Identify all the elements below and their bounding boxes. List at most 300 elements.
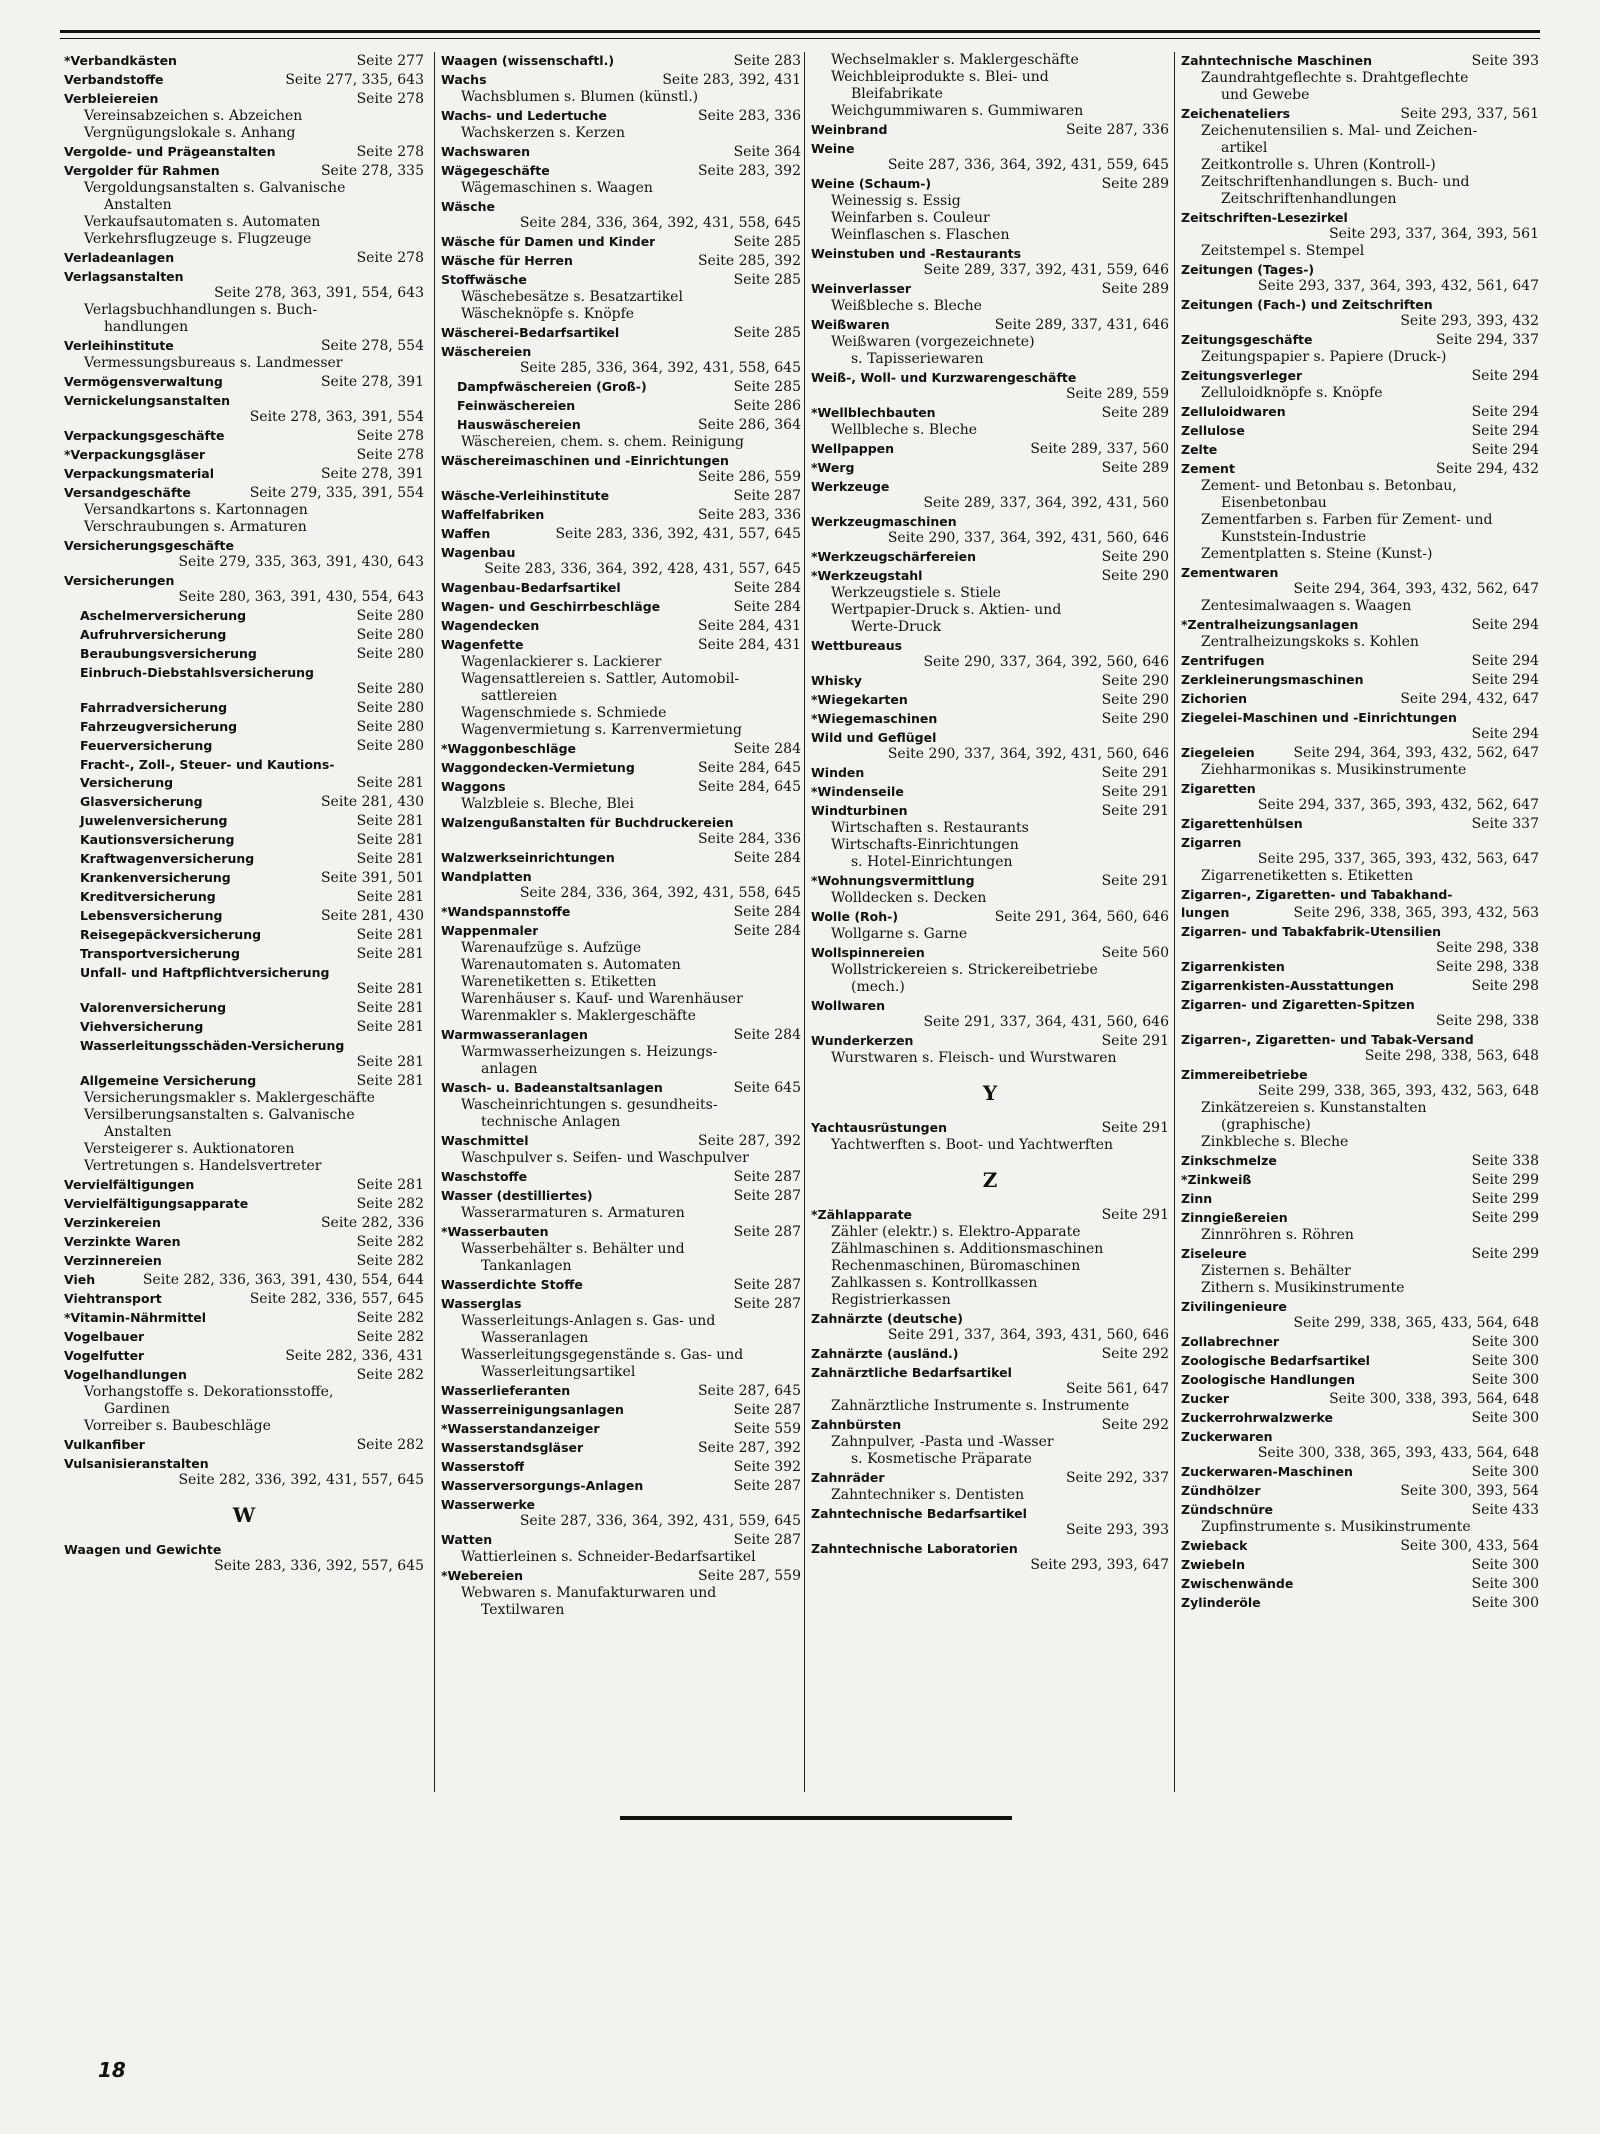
entry-term: Versicherungen xyxy=(64,573,175,588)
entry-header xyxy=(441,416,801,434)
entry-pages: Seite 299 xyxy=(1471,1191,1539,1207)
index-entry xyxy=(811,764,1169,782)
entry-term: Wäsche für Herren xyxy=(441,253,573,268)
entry-header xyxy=(64,249,424,267)
entry-term: Weiß-, Woll- und Kurzwarengeschäfte xyxy=(811,370,1077,385)
cross-reference: Webwaren s. Manufakturwaren und xyxy=(461,1585,717,1601)
index-entry xyxy=(441,378,801,396)
entry-term: Vogelfutter xyxy=(64,1348,145,1363)
index-entry xyxy=(64,162,424,248)
entry-header xyxy=(811,802,1169,820)
entry-pages: Seite 287 xyxy=(733,1402,801,1418)
entry-pages: Seite 281 xyxy=(356,946,424,962)
cross-reference: Wollstrickereien s. Strickereibetriebe xyxy=(831,962,1098,978)
entry-pages: Seite 283, 392, 431 xyxy=(662,72,801,88)
entry-term: Versandgeschäfte xyxy=(64,485,191,500)
index-entry xyxy=(64,1195,424,1213)
entry-term: Yachtausrüstungen xyxy=(811,1120,947,1135)
cross-reference: Verlagsbuchhandlungen s. Buch- xyxy=(84,302,318,318)
index-entry xyxy=(1181,209,1539,260)
entry-header xyxy=(1181,1501,1539,1519)
cross-reference: Weichgummiwaren s. Gummiwaren xyxy=(831,103,1084,119)
entry-term: Zahnärzte (deutsche) xyxy=(811,1311,963,1326)
index-entry xyxy=(1181,441,1539,459)
entry-term: Wasserglas xyxy=(441,1296,522,1311)
index-entry xyxy=(1181,1556,1539,1574)
entry-term: Zucker xyxy=(1181,1391,1229,1406)
index-entry xyxy=(64,484,424,536)
index-entry xyxy=(64,699,424,717)
entry-term: Feuerversicherung xyxy=(80,738,213,753)
cross-reference: Verkaufsautomaten s. Automaten xyxy=(84,214,321,230)
entry-pages: Seite 280 xyxy=(356,608,424,624)
entry-header xyxy=(811,440,1169,458)
index-entry xyxy=(64,537,424,571)
top-rule-thin xyxy=(60,38,1540,39)
index-entry xyxy=(1181,834,1539,885)
index-column-4 xyxy=(1174,52,1539,1792)
entry-term: Zigarettenhülsen xyxy=(1181,816,1303,831)
entry-term: Wäsche-Verleihinstitute xyxy=(441,488,610,503)
entry-header xyxy=(1181,1031,1539,1048)
entry-pages: Seite 281 xyxy=(356,927,424,943)
entry-term: Watten xyxy=(441,1532,493,1547)
index-entry xyxy=(441,1401,801,1419)
entry-header xyxy=(441,107,801,125)
entry-term: Waagen (wissenschaftl.) xyxy=(441,53,615,68)
section-letter: Y xyxy=(982,1081,998,1105)
entry-term: Wasserreinigungsanlagen xyxy=(441,1402,624,1417)
index-entry xyxy=(441,487,801,505)
index-entry xyxy=(64,774,424,792)
entry-header xyxy=(441,1223,801,1241)
entry-term: Zigarren- und Zigaretten-Spitzen xyxy=(1181,997,1415,1012)
cross-reference: Zigarrenetiketten s. Etiketten xyxy=(1201,868,1414,884)
entry-term: Vogelhandlungen xyxy=(64,1367,187,1382)
cross-reference: Wasserleitungs-Anlagen s. Gas- und xyxy=(461,1313,716,1329)
cross-reference: Waschpulver s. Seifen- und Waschpulver xyxy=(461,1150,749,1166)
entry-header xyxy=(441,271,801,289)
entry-term: Wollwaren xyxy=(811,998,886,1013)
entry-pages: Seite 290, 337, 364, 392, 431, 560, 646 xyxy=(887,746,1169,762)
entry-header xyxy=(64,465,424,483)
entry-pages: Seite 285, 392 xyxy=(697,253,801,269)
index-entry xyxy=(811,908,1169,943)
cross-reference: Zinkätzereien s. Kunstanstalten xyxy=(1201,1100,1427,1116)
entry-term: Zoologische Handlungen xyxy=(1181,1372,1356,1387)
entry-pages: Seite 281 xyxy=(356,981,424,997)
entry-header xyxy=(64,373,424,391)
entry-header xyxy=(441,52,801,70)
entry-term: Juwelenversicherung xyxy=(80,813,228,828)
index-entry xyxy=(441,1496,801,1530)
entry-pages: Seite 277, 335, 643 xyxy=(285,72,424,88)
cross-reference: Zeitungspapier s. Papiere (Druck-) xyxy=(1201,349,1447,365)
entry-term: Zündhölzer xyxy=(1181,1483,1261,1498)
index-entry xyxy=(64,607,424,625)
entry-term: Weine xyxy=(811,141,855,156)
entry-header xyxy=(441,544,801,561)
entry-term: Zuckerwaren xyxy=(1181,1429,1273,1444)
top-rule xyxy=(60,30,1540,33)
index-column-2 xyxy=(434,52,801,1792)
index-entry xyxy=(1181,1428,1539,1462)
entry-term: *Wasserstandanzeiger xyxy=(441,1421,600,1436)
cross-reference: Zementfarben s. Farben für Zement- und xyxy=(1201,512,1493,528)
entry-pages: Seite 298, 338 xyxy=(1435,959,1539,975)
entry-pages: Seite 291, 337, 364, 393, 431, 560, 646 xyxy=(887,1327,1169,1343)
index-entry xyxy=(441,343,801,377)
entry-term: Zichorien xyxy=(1181,691,1248,706)
index-entry xyxy=(441,759,801,777)
entry-term: *Windenseile xyxy=(811,784,904,799)
entry-pages: Seite 287, 392 xyxy=(697,1440,801,1456)
index-entry xyxy=(1181,1333,1539,1351)
entry-header xyxy=(64,793,424,811)
index-columns xyxy=(60,52,1540,1792)
entry-pages: Seite 300 xyxy=(1471,1372,1539,1388)
entry-header xyxy=(441,1567,801,1585)
cross-reference: (mech.) xyxy=(851,979,905,995)
entry-header xyxy=(441,1458,801,1476)
entry-header xyxy=(441,849,801,867)
entry-header xyxy=(64,1195,424,1213)
index-entry xyxy=(64,850,424,868)
cross-reference: anlagen xyxy=(481,1061,538,1077)
cross-reference: Wägemaschinen s. Waagen xyxy=(461,180,653,196)
cross-reference: Zelluloidknöpfe s. Knöpfe xyxy=(1201,385,1383,401)
cross-reference: Zählmaschinen s. Additionsmaschinen xyxy=(831,1241,1104,1257)
entry-pages: Seite 280 xyxy=(356,681,424,697)
entry-pages: Seite 337 xyxy=(1471,816,1539,832)
entry-term: Wagendecken xyxy=(441,618,540,633)
entry-pages: Seite 290 xyxy=(1101,692,1169,708)
index-entry xyxy=(64,831,424,849)
index-entry xyxy=(441,544,801,578)
entry-header xyxy=(1181,1409,1539,1427)
index-entry xyxy=(1181,1575,1539,1593)
index-entry xyxy=(1181,1066,1539,1151)
entry-term: Wolle (Roh-) xyxy=(811,909,899,924)
entry-header xyxy=(811,1505,1169,1522)
index-entry xyxy=(1181,422,1539,440)
entry-pages: Seite 284 xyxy=(733,904,801,920)
index-entry xyxy=(1181,958,1539,976)
index-entry xyxy=(1181,1371,1539,1389)
entry-pages: Seite 290 xyxy=(1101,711,1169,727)
entry-term: Ziegelei-Maschinen und -Einrichtungen xyxy=(1181,710,1457,725)
entry-header xyxy=(1181,1171,1539,1189)
entry-header xyxy=(64,850,424,868)
entry-header xyxy=(1181,367,1539,385)
entry-term: Whisky xyxy=(811,673,862,688)
cross-reference: Vergnügungslokale s. Anhang xyxy=(84,125,296,141)
cross-reference: Werkzeugstiele s. Stiele xyxy=(831,585,1001,601)
entry-header xyxy=(441,1420,801,1438)
entry-term: Dampfwäschereien (Groß-) xyxy=(457,379,647,394)
index-entry xyxy=(64,945,424,963)
index-entry xyxy=(441,814,801,848)
entry-header xyxy=(1181,261,1539,278)
entry-term: Ziseleure xyxy=(1181,1246,1247,1261)
entry-header xyxy=(64,1252,424,1270)
entry-pages: Seite 282 xyxy=(356,1196,424,1212)
entry-term: Unfall- und Haftpflichtversicherung xyxy=(80,965,330,980)
entry-header xyxy=(1181,1333,1539,1351)
entry-pages: Seite 561, 647 xyxy=(1065,1381,1169,1397)
entry-header xyxy=(1181,1575,1539,1593)
entry-pages: Seite 291 xyxy=(1101,1120,1169,1136)
cross-reference: Versicherungsmakler s. Maklergeschäfte xyxy=(84,1090,375,1106)
entry-header xyxy=(1181,1463,1539,1481)
entry-pages: Seite 284, 336, 364, 392, 431, 558, 645 xyxy=(519,885,801,901)
index-entry xyxy=(64,465,424,483)
entry-term: Waagen und Gewichte xyxy=(64,1542,222,1557)
entry-pages: Seite 300, 338, 393, 564, 648 xyxy=(1329,1391,1539,1407)
entry-pages: Seite 283, 336 xyxy=(697,108,801,124)
cross-reference: technische Anlagen xyxy=(481,1114,621,1130)
entry-pages: Seite 300 xyxy=(1471,1410,1539,1426)
entry-header xyxy=(441,778,801,796)
index-entry xyxy=(441,107,801,142)
entry-header xyxy=(64,626,424,644)
entry-term: Vergolder für Rahmen xyxy=(64,163,220,178)
entry-pages: Seite 280 xyxy=(356,738,424,754)
entry-header xyxy=(1181,1209,1539,1227)
entry-pages: Seite 298, 338 xyxy=(1435,940,1539,956)
entry-term: Zahnärzte (ausländ.) xyxy=(811,1346,959,1361)
entry-pages: Seite 282, 336, 431 xyxy=(285,1348,424,1364)
index-entry xyxy=(441,1168,801,1186)
index-entry xyxy=(441,1458,801,1476)
entry-header xyxy=(441,1187,801,1205)
cross-reference: Zahntechniker s. Dentisten xyxy=(831,1487,1025,1503)
index-entry xyxy=(64,268,424,336)
entry-pages: Seite 281 xyxy=(356,1073,424,1089)
entry-term: Feinwäschereien xyxy=(457,398,576,413)
entry-header xyxy=(64,812,424,830)
entry-header xyxy=(1181,996,1539,1013)
entry-header xyxy=(64,1436,424,1454)
entry-term: Fahrradversicherung xyxy=(80,700,228,715)
index-entry xyxy=(441,1567,801,1619)
index-entry xyxy=(441,1531,801,1566)
index-entry xyxy=(64,626,424,644)
entry-header xyxy=(64,999,424,1017)
entry-pages: Seite 287 xyxy=(733,488,801,504)
index-entry xyxy=(1181,1171,1539,1189)
cross-reference: Warenaufzüge s. Aufzüge xyxy=(461,940,642,956)
entry-pages: Seite 287 xyxy=(733,1478,801,1494)
entry-header xyxy=(1181,616,1539,634)
entry-term: Wasserwerke xyxy=(441,1497,535,1512)
entry-header xyxy=(441,759,801,777)
cross-reference: Zement- und Betonbau s. Betonbau, xyxy=(1201,478,1457,494)
index-entry xyxy=(441,397,801,415)
entry-header xyxy=(64,572,424,589)
entry-pages: Seite 293, 393, 647 xyxy=(1030,1557,1169,1573)
entry-header xyxy=(64,90,424,108)
index-entry xyxy=(441,233,801,251)
entry-term: *Zählapparate xyxy=(811,1207,913,1222)
entry-pages: Seite 392 xyxy=(733,1459,801,1475)
entry-pages: Seite 300, 338, 365, 393, 433, 564, 648 xyxy=(1257,1445,1539,1461)
index-entry xyxy=(441,525,801,543)
entry-header xyxy=(811,280,1169,298)
entry-header xyxy=(1181,1190,1539,1208)
entry-term: *Verpackungsgläser xyxy=(64,447,206,462)
entry-pages: Seite 294 xyxy=(1471,672,1539,688)
entry-term: Zeitungen (Tages-) xyxy=(1181,262,1315,277)
entry-pages: Seite 281 xyxy=(356,832,424,848)
entry-pages: Seite 289 xyxy=(1101,281,1169,297)
index-entry xyxy=(64,888,424,906)
entry-term: Wäschereien xyxy=(441,344,532,359)
entry-term: Zeichenateliers xyxy=(1181,106,1291,121)
entry-header xyxy=(1181,403,1539,421)
entry-header xyxy=(811,567,1169,585)
entry-pages: Seite 300 xyxy=(1471,1353,1539,1369)
entry-header xyxy=(811,729,1169,746)
entry-pages: Seite 283, 336, 364, 392, 428, 431, 557, 645 xyxy=(484,561,801,577)
index-entry xyxy=(811,1416,1169,1468)
entry-pages: Seite 294, 337, 365, 393, 432, 562, 647 xyxy=(1257,797,1539,813)
entry-header xyxy=(64,427,424,445)
cross-reference: Vergoldungsanstalten s. Galvanische xyxy=(84,180,346,196)
entry-header xyxy=(441,397,801,415)
index-entry xyxy=(64,427,424,445)
entry-pages: Seite 287, 645 xyxy=(697,1383,801,1399)
entry-pages: Seite 282 xyxy=(356,1329,424,1345)
entry-pages: Seite 291 xyxy=(1101,765,1169,781)
entry-term: Windturbinen xyxy=(811,803,908,818)
entry-pages: Seite 281, 430 xyxy=(320,908,424,924)
index-entry xyxy=(811,729,1169,763)
index-entry xyxy=(811,440,1169,458)
cross-reference: Verkehrsflugzeuge s. Flugzeuge xyxy=(84,231,312,247)
index-entry xyxy=(64,143,424,161)
entry-header xyxy=(1181,105,1539,123)
entry-header xyxy=(64,1176,424,1194)
entry-header xyxy=(1181,1352,1539,1370)
entry-term: Transportversicherung xyxy=(80,946,240,961)
entry-header xyxy=(1181,1428,1539,1445)
entry-term: Kraftwagenversicherung xyxy=(80,851,255,866)
entry-pages: Seite 278, 554 xyxy=(320,338,424,354)
entry-term: Vulsanisieranstalten xyxy=(64,1456,209,1471)
entry-term: Zeitungen (Fach-) und Zeitschriften xyxy=(1181,297,1433,312)
entry-header xyxy=(64,774,424,792)
entry-pages: Seite 285, 336, 364, 392, 431, 558, 645 xyxy=(519,360,801,376)
entry-header xyxy=(64,1541,424,1558)
entry-header xyxy=(64,699,424,717)
entry-pages: Seite 298, 338 xyxy=(1435,1013,1539,1029)
index-entry xyxy=(64,392,424,426)
cross-reference: Zeitschriftenhandlungen s. Buch- und xyxy=(1201,174,1470,190)
entry-pages: Seite 364 xyxy=(733,144,801,160)
cross-reference: Wasserbehälter s. Behälter und xyxy=(461,1241,685,1257)
entry-header xyxy=(1181,977,1539,995)
entry-header xyxy=(441,598,801,616)
entry-pages: Seite 290 xyxy=(1101,568,1169,584)
index-entry xyxy=(64,1018,424,1036)
index-entry xyxy=(1181,671,1539,689)
index-entry xyxy=(1181,1409,1539,1427)
index-entry xyxy=(811,567,1169,636)
entry-term: Wasserstoff xyxy=(441,1459,525,1474)
index-entry xyxy=(441,71,801,106)
cross-reference: Vorhangstoffe s. Dekorationsstoffe, xyxy=(84,1384,334,1400)
entry-header xyxy=(64,1366,424,1384)
cross-reference: Zeichenutensilien s. Mal- und Zeichen- xyxy=(1201,123,1478,139)
entry-term: Zahnärztliche Bedarfsartikel xyxy=(811,1365,1012,1380)
entry-header xyxy=(441,1531,801,1549)
entry-header xyxy=(1181,886,1539,903)
entry-pages: Seite 287 xyxy=(733,1532,801,1548)
entry-term: Zwiebeln xyxy=(1181,1557,1245,1572)
index-entry xyxy=(1181,403,1539,421)
cross-reference: Zeitschriftenhandlungen xyxy=(1221,191,1397,207)
cross-reference: Versilberungsanstalten s. Galvanische xyxy=(84,1107,355,1123)
entry-term: Waggons xyxy=(441,779,506,794)
entry-pages: Seite 280, 363, 391, 430, 554, 643 xyxy=(178,589,424,605)
entry-pages: Seite 291, 337, 364, 431, 560, 646 xyxy=(923,1014,1169,1030)
entry-pages: Seite 300, 433, 564 xyxy=(1400,1538,1539,1554)
entry-term: Wäschereimaschinen und -Einrichtungen xyxy=(441,453,729,468)
entry-header xyxy=(64,1290,424,1308)
entry-pages: Seite 278, 391 xyxy=(320,374,424,390)
entry-pages: Seite 281 xyxy=(356,851,424,867)
cross-reference: Werte-Druck xyxy=(851,619,942,635)
page-number: 18 xyxy=(98,2058,126,2082)
entry-header xyxy=(64,1037,424,1054)
entry-header xyxy=(64,1328,424,1346)
entry-term: Weinbrand xyxy=(811,122,888,137)
entry-pages: Seite 290 xyxy=(1101,549,1169,565)
entry-term: *Wellblechbauten xyxy=(811,405,936,420)
index-entry xyxy=(64,1233,424,1251)
cross-reference: Zementplatten s. Steine (Kunst-) xyxy=(1201,546,1433,562)
entry-pages: Seite 393 xyxy=(1471,53,1539,69)
entry-pages: Seite 287, 392 xyxy=(697,1133,801,1149)
index-entry xyxy=(1181,105,1539,208)
index-entry xyxy=(64,1037,424,1071)
entry-header xyxy=(1181,1298,1539,1315)
entry-term: Wachs- und Ledertuche xyxy=(441,108,607,123)
entry-pages: Seite 287, 336, 364, 392, 431, 559, 645 xyxy=(519,1513,801,1529)
cross-reference: Zentesimalwaagen s. Waagen xyxy=(1201,598,1412,614)
entry-header xyxy=(811,369,1169,386)
entry-pages: Seite 292 xyxy=(1101,1346,1169,1362)
entry-pages: Seite 278 xyxy=(356,144,424,160)
entry-pages: Seite 293, 337, 364, 393, 561 xyxy=(1329,226,1539,242)
cross-reference: Wagenschmiede s. Schmiede xyxy=(461,705,667,721)
entry-term: Wandplatten xyxy=(441,869,532,884)
entry-term: Weinstuben und -Restaurants xyxy=(811,246,1022,261)
entry-pages: Seite 287 xyxy=(733,1169,801,1185)
cross-reference: Weinfarben s. Couleur xyxy=(831,210,990,226)
entry-header xyxy=(64,337,424,355)
cross-reference: Zupfinstrumente s. Musikinstrumente xyxy=(1201,1519,1471,1535)
entry-header xyxy=(441,252,801,270)
entry-header xyxy=(1181,1245,1539,1263)
index-entry xyxy=(811,245,1169,279)
cross-reference: Weichbleiprodukte s. Blei- und xyxy=(831,69,1049,85)
entry-header xyxy=(1181,1371,1539,1389)
cross-reference: Zinnröhren s. Röhren xyxy=(1201,1227,1354,1243)
index-entry xyxy=(1181,815,1539,833)
entry-pages: Seite 289 xyxy=(1101,460,1169,476)
